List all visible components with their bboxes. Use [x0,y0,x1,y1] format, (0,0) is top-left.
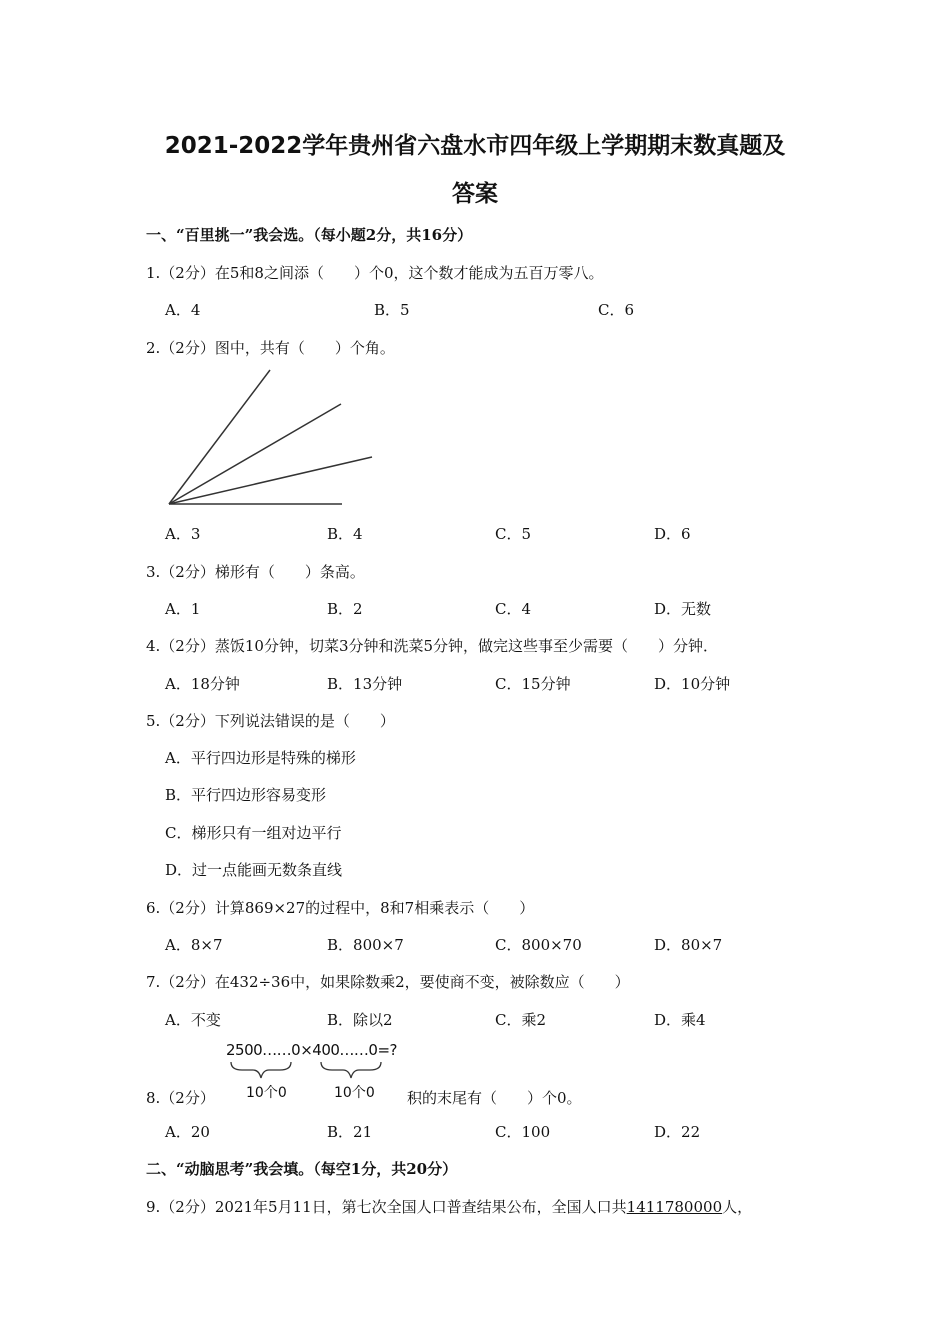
question-8-prefix: 8.（2分） [146,1089,215,1107]
question-5: 5.（2分）下列说法错误的是（ ） [146,712,395,730]
q2-option-b[interactable]: B．4 [327,525,363,543]
question-6: 6.（2分）计算869×27的过程中，8和7相乘表示（ ） [146,899,535,917]
q4-option-d[interactable]: D．10分钟 [654,675,731,693]
question-7: 7.（2分）在432÷36中，如果除数乘2，要使商不变，被除数应（ ） [146,973,630,991]
ray-2 [169,404,341,504]
q7-option-d[interactable]: D．乘4 [654,1011,706,1029]
question-3: 3.（2分）梯形有（ ）条高。 [146,563,365,581]
page-title: 2021-2022学年贵州省六盘水市四年级上学期期末数真题及 [164,133,786,159]
q6-option-d[interactable]: D．80×7 [654,936,723,954]
formula-braces [228,1060,388,1082]
population-number: 1411780000 [626,1198,723,1216]
q3-option-c[interactable]: C．4 [495,600,532,618]
q1-option-c[interactable]: C．6 [598,301,635,319]
section-2-heading: 二、“动脑思考”我会填。（每空1分，共20分） [146,1160,458,1178]
q7-option-a[interactable]: A．不变 [165,1011,221,1029]
q8-option-b[interactable]: B．21 [327,1123,373,1141]
section-1-heading: 一、“百里挑一”我会选。（每小题2分，共16分） [146,226,473,244]
q2-option-a[interactable]: A．3 [165,525,201,543]
q3-option-b[interactable]: B．2 [327,600,363,618]
question-9-text: 9.（2分）2021年5月11日，第七次全国人口普查结果公布，全国人口共 [146,1198,627,1216]
q7-option-b[interactable]: B．除以2 [327,1011,393,1029]
q1-option-a[interactable]: A．4 [165,301,201,319]
brace-right [321,1062,381,1078]
brace-left [231,1062,291,1078]
q6-option-a[interactable]: A．8×7 [165,936,223,954]
q8-option-a[interactable]: A．20 [165,1123,210,1141]
q2-option-d[interactable]: D．6 [654,525,691,543]
q7-option-c[interactable]: C．乘2 [495,1011,547,1029]
q8-option-d[interactable]: D．22 [654,1123,701,1141]
q5-option-a[interactable]: A．平行四边形是特殊的梯形 [165,749,356,767]
q1-option-b[interactable]: B．5 [374,301,410,319]
q8-option-c[interactable]: C．100 [495,1123,551,1141]
q6-option-b[interactable]: B．800×7 [327,936,404,954]
question-8-suffix: 积的末尾有（ ）个0。 [407,1089,582,1107]
q4-option-b[interactable]: B．13分钟 [327,675,403,693]
q5-option-b[interactable]: B．平行四边形容易变形 [165,786,327,804]
q3-option-d[interactable]: D．无数 [654,600,712,618]
brace-label-2: 10个0 [334,1085,375,1101]
q5-option-c[interactable]: C．梯形只有一组对边平行 [165,824,342,842]
angles-figure [160,365,380,510]
brace-label-1: 10个0 [246,1085,287,1101]
q5-option-d[interactable]: D．过一点能画无数条直线 [165,861,343,879]
question-2: 2.（2分）图中，共有（ ）个角。 [146,339,395,357]
question-9-text-end: 人， [722,1198,753,1216]
q3-option-a[interactable]: A．1 [165,600,201,618]
q4-option-a[interactable]: A．18分钟 [165,675,240,693]
question-4: 4.（2分）蒸饭10分钟，切菜3分钟和洗菜5分钟，做完这些事至少需要（ ）分钟． [146,637,719,655]
question-1: 1.（2分）在5和8之间添（ ）个0，这个数才能成为五百万零八。 [146,264,604,282]
page-title-continued: 答案 [452,181,498,207]
q4-option-c[interactable]: C．15分钟 [495,675,571,693]
question-9 [146,1196,752,1217]
q2-option-c[interactable]: C．5 [495,525,532,543]
q6-option-c[interactable]: C．800×70 [495,936,582,954]
formula-expression: 2500……0×400……0=? [226,1041,397,1059]
